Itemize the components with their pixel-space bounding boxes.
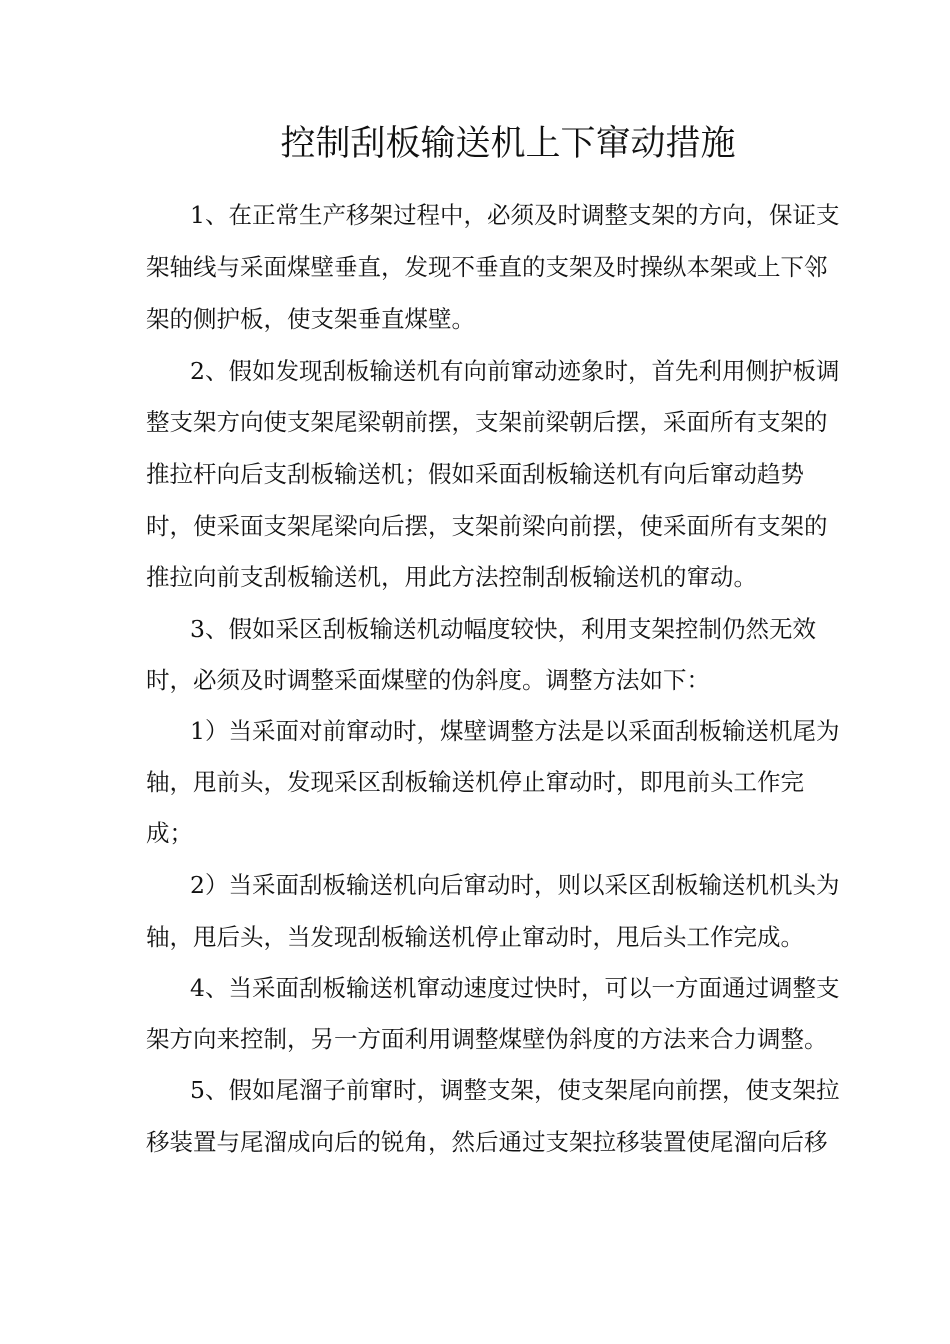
paragraph-2-line-5: 推拉向前支刮板输送机，用此方法控制刮板输送机的窜动。	[146, 563, 757, 591]
paragraph-1-line-1: 1、在正常生产移架过程中，必须及时调整支架的方向，保证支	[190, 201, 840, 229]
paragraph-1-line-3: 架的侧护板，使支架垂直煤壁。	[146, 305, 475, 333]
paragraph-2-line-2: 整支架方向使支架尾梁朝前摆，支架前梁朝后摆，采面所有支架的	[146, 408, 828, 436]
paragraph-3a-line-2: 轴，甩前头，发现采区刮板输送机停止窜动时，即甩前头工作完	[146, 768, 804, 796]
paragraph-4-line-1: 4、当采面刮板输送机窜动速度过快时，可以一方面通过调整支	[190, 974, 840, 1002]
document-title: 控制刮板输送机上下窜动措施	[280, 124, 736, 164]
paragraph-4-line-2: 架方向来控制，另一方面利用调整煤壁伪斜度的方法来合力调整。	[146, 1025, 828, 1053]
paragraph-3-line-1: 3、假如采区刮板输送机动幅度较快，利用支架控制仍然无效	[190, 615, 816, 643]
paragraph-3-line-2: 时，必须及时调整采面煤壁的伪斜度。调整方法如下：	[146, 666, 710, 694]
paragraph-3a-line-3: 成；	[146, 819, 193, 847]
paragraph-5-line-2: 移装置与尾溜成向后的锐角，然后通过支架拉移装置使尾溜向后移	[146, 1128, 828, 1156]
paragraph-2-line-1: 2、假如发现刮板输送机有向前窜动迹象时，首先利用侧护板调	[190, 357, 840, 385]
paragraph-1-line-2: 架轴线与采面煤壁垂直，发现不垂直的支架及时操纵本架或上下邻	[146, 253, 828, 281]
paragraph-5-line-1: 5、假如尾溜子前窜时，调整支架，使支架尾向前摆，使支架拉	[190, 1076, 840, 1104]
paragraph-3a-line-1: 1）当采面对前窜动时，煤壁调整方法是以采面刮板输送机尾为	[190, 717, 840, 745]
paragraph-3b-line-2: 轴，甩后头，当发现刮板输送机停止窜动时，甩后头工作完成。	[146, 923, 804, 951]
paragraph-2-line-4: 时，使采面支架尾梁向后摆，支架前梁向前摆，使采面所有支架的	[146, 512, 828, 540]
paragraph-2-line-3: 推拉杆向后支刮板输送机；假如采面刮板输送机有向后窜动趋势	[146, 460, 804, 488]
paragraph-3b-line-1: 2）当采面刮板输送机向后窜动时，则以采区刮板输送机机头为	[190, 871, 840, 899]
